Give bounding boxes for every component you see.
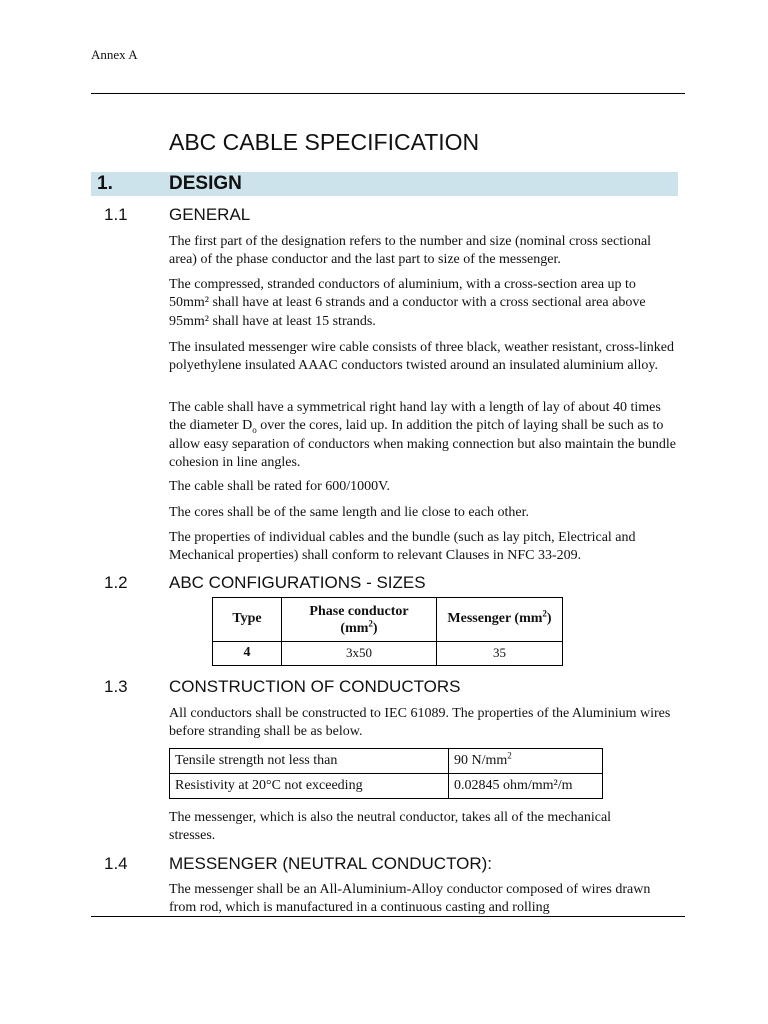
cell-messenger: 35: [437, 642, 563, 666]
table-row: [170, 749, 603, 774]
col-header-messenger: Messenger $(mm^2)$: [437, 598, 563, 642]
section-1-4-title: MESSENGER (NEUTRAL CONDUCTOR):: [169, 854, 493, 873]
section-1-4-number: 1.4: [104, 854, 128, 873]
section-1-2-title: ABC CONFIGURATIONS - SIZES: [169, 573, 426, 592]
construction-paragraph-2: The messenger, which is also the neutral conductor, takes all of the mechanical stresses.: [169, 810, 612, 844]
general-paragraph-1: The first part of the designation refers to the number and size (nominal cross sectional area) of the phase conductor and the last part to size of the messenger.: [169, 234, 652, 268]
cell-resistivity-value: 0.02845 ohm/mm²/m: [449, 774, 603, 799]
messenger-paragraph-1: The messenger shall be an All-Aluminium-Alloy conductor composed of wires drawn from rod, which is manufactured in a continuous casting and rolling: [169, 882, 651, 916]
properties-table: [169, 748, 603, 799]
construction-paragraph-1: All conductors shall be constructed to IEC 61089. The properties of the Aluminium wires before stranding shall be as below.: [169, 706, 671, 740]
col-header-type: Type: [213, 598, 282, 642]
footer-rule: [91, 916, 685, 917]
cell-resistivity-label: Resistivity at 20°C not exceeding: [170, 774, 449, 799]
table-row: [213, 642, 563, 666]
section-1-3-number: 1.3: [104, 677, 128, 696]
table-row: [170, 774, 603, 799]
section-1-number: 1.: [97, 173, 113, 194]
section-1-2-number: 1.2: [104, 573, 128, 592]
section-1-3-title: CONSTRUCTION OF CONDUCTORS: [169, 677, 461, 696]
section-1-band: [91, 172, 678, 196]
header-rule: [91, 93, 685, 94]
cell-tensile-label: Tensile strength not less than: [170, 749, 449, 774]
general-paragraph-2: The compressed, stranded conductors of aluminium, with a cross-section area up to 50mm² shall have at least 6 strands and a conductor with a cross sectional area above 95mm² shall have at least 15 strands.: [169, 277, 646, 329]
section-1-1-title: GENERAL: [169, 205, 251, 224]
cell-type: 4: [213, 642, 282, 666]
annex-label: Annex A: [91, 47, 138, 62]
section-1-title: DESIGN: [169, 173, 242, 194]
general-paragraph-3: The insulated messenger wire cable consists of three black, weather resistant, cross-linked polyethylene insulated AAAC conductors twisted around an insulated aluminium alloy.: [169, 340, 674, 374]
cell-tensile-value: 90 $N/mm^2$: [449, 749, 603, 774]
general-paragraph-5: The cable shall be rated for 600/1000V.: [169, 479, 390, 494]
col-header-phase-conductor: Phase conductor $(mm^2)$: [282, 598, 437, 642]
section-1-1-number: 1.1: [104, 205, 128, 224]
general-paragraph-6: The cores shall be of the same length and lie close to each other.: [169, 505, 529, 520]
general-paragraph-7: The properties of individual cables and the bundle (such as lay pitch, Electrical and Mechanical properties) shall conform to relevant Clauses in NFC 33-209.: [169, 530, 636, 564]
document-title: ABC CABLE SPECIFICATION: [169, 129, 480, 155]
configurations-table: [212, 597, 563, 666]
general-paragraph-4: The cable shall have a symmetrical right hand lay with a length of lay of about 40 times the diameter $D_o$ over the cores, laid up. In addition the pitch of laying shall be such as to allow easy separation of conductors when making connection but also maintain the bundle cohesion in line angles.: [169, 400, 676, 471]
cell-phase: 3x50: [282, 642, 437, 666]
